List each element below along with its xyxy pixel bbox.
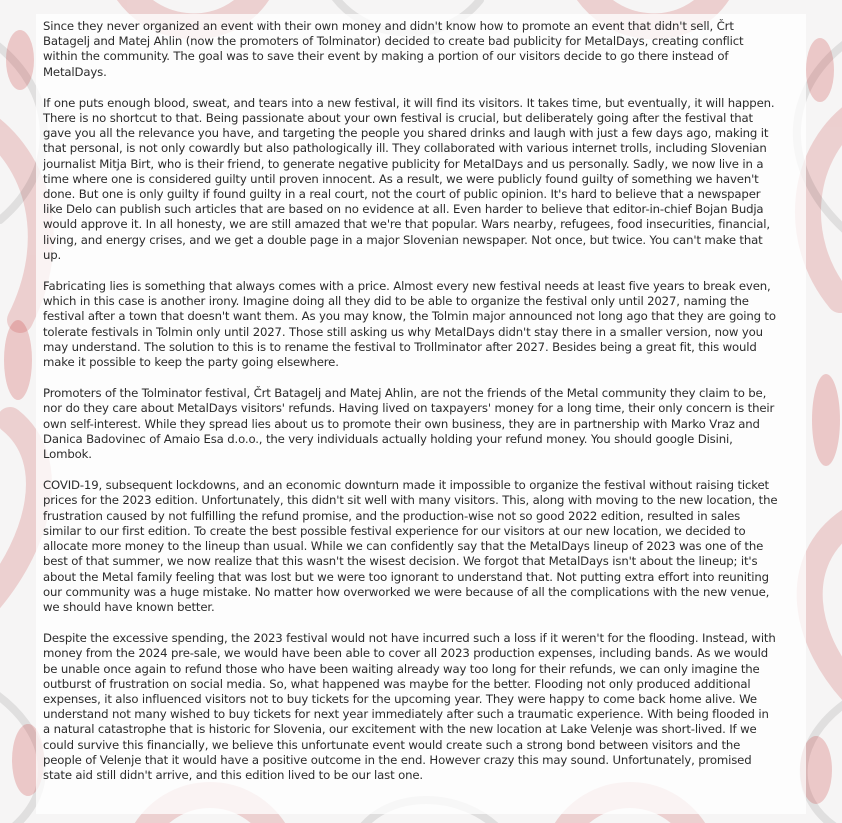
- article-paragraph-5: COVID-19, subsequent lockdowns, and an economic downturn made it impossible to organize the festival without raising ticket prices for the 2023 edition. Unfortunately, this didn't sit well with many visitors. This, along with moving to the new location, the frustration caused by not fulfilling the refund promise, and the production-wise not so good 2022 edition, resulted in sales similar to our first edition. To create the best possible festival experience for our visitors at our new location, we decided to allocate more money to the lineup than usual. While we can confidently say that the MetalDays lineup of 2023 was one of the best of that summer, we now realize that this wasn't the wisest decision. We forgot that MetalDays isn't about the lineup; it's about the Metal family feeling that was lost but we were too ignorant to understand that. Not putting extra effort into reuniting our community was a huge mistake. No matter how overworked we were because of all the complications with the new venue, we should have known better.: [43, 478, 778, 614]
- article-paragraph-3: Fabricating lies is something that always comes with a price. Almost every new festival needs at least five years to break even, which in this case is another irony. Imagine doing all they did to be able to organize the festival only until 2027, naming the festival after a town that doesn't want them. As you may know, the Tolmin major announced not long ago that they are going to tolerate festivals in Tolmin only until 2027. Those still asking us why MetalDays didn't stay there in a smaller version, now you may understand. The solution to this is to rename the festival to Trollminator after 2027. Besides being a great fit, this would make it possible to keep the party going elsewhere.: [43, 279, 776, 370]
- article-paragraph-6: Despite the excessive spending, the 2023 festival would not have incurred such a loss if it weren't for the flooding. Instead, with money from the 2024 pre-sale, we would have been able to cover all 2023 production expenses, including bands. As we would be unable once again to refund those who have been waiting already way too long for their refunds, we can only imagine the outburst of frustration on social media. So, what happened was maybe for the better. Flooding not only produced additional expenses, it also influenced visitors not to buy tickets for the upcoming year. They were happy to come back home alive. We understand not many wished to buy tickets for next year immediately after such a traumatic experience. With being flooded in a natural catastrophe that is historic for Slovenia, our excitement with the new location at Lake Velenje was short-lived. If we could survive this financially, we believe this unfortunate event would create such a strong bond between visitors and the people of Velenje that it would have a positive outcome in the end. However crazy this may sound. Unfortunately, promised state aid still didn't arrive, and this edition lived to be our last one.: [43, 631, 776, 782]
- article-paragraph-1: Since they never organized an event with their own money and didn't know how to promote an event that didn't sell, Črt Batagelj and Matej Ahlin (now the promoters of Tolminator) decided to create bad publicity for MetalDays, creating conflict within the community. The goal was to save their event by making a portion of our visitors decide to go there instead of MetalDays.: [43, 19, 744, 79]
- article-paragraph-2: If one puts enough blood, sweat, and tears into a new festival, it will find its visitors. It takes time, but eventually, it will happen. There is no shortcut to that. Being passionate about your own festival is crucial, but deliberately going after the festival that gave you all the relevance you have, and targeting the people you shared drinks and laugh with just a few days ago, making it that personal, is not only cowardly but also pathologically ill. They collaborated with various internet trolls, including Slovenian journalist Mitja Birt, who is their friend, to generate negative publicity for MetalDays and us personally. Sadly, we now live in a time where one is considered guilty until proven innocent. As a result, we were publicly found guilty of something we haven't done. But one is only guilty if found guilty in a real court, not the court of public opinion. It's hard to believe that a newspaper like Delo can publish such articles that are based on no evidence at all. Even harder to believe that editor-in-chief Bojan Budja would approve it. In all honesty, we are still amazed that we're that popular. Wars nearby, refugees, food insecurities, financial, living, and energy crises, and we get a double page in a major Slovenian newspaper. Not once, but twice. You can't make that up.: [43, 95, 775, 262]
- article-paragraph-4: Promoters of the Tolminator festival, Črt Batagelj and Matej Ahlin, are not the friends of the Metal community they claim to be, nor do they care about MetalDays visitors' refunds. Having lived on taxpayers' money for a long time, their only concern is their own self-interest. While they spread lies about us to promote their own business, they are in partnership with Marko Vraz and Danica Badovinec of Amaio Esa d.o.o., the very individuals actually holding your refund money. You should google Disini, Lombok.: [43, 386, 775, 462]
- article-body: [43, 19, 779, 799]
